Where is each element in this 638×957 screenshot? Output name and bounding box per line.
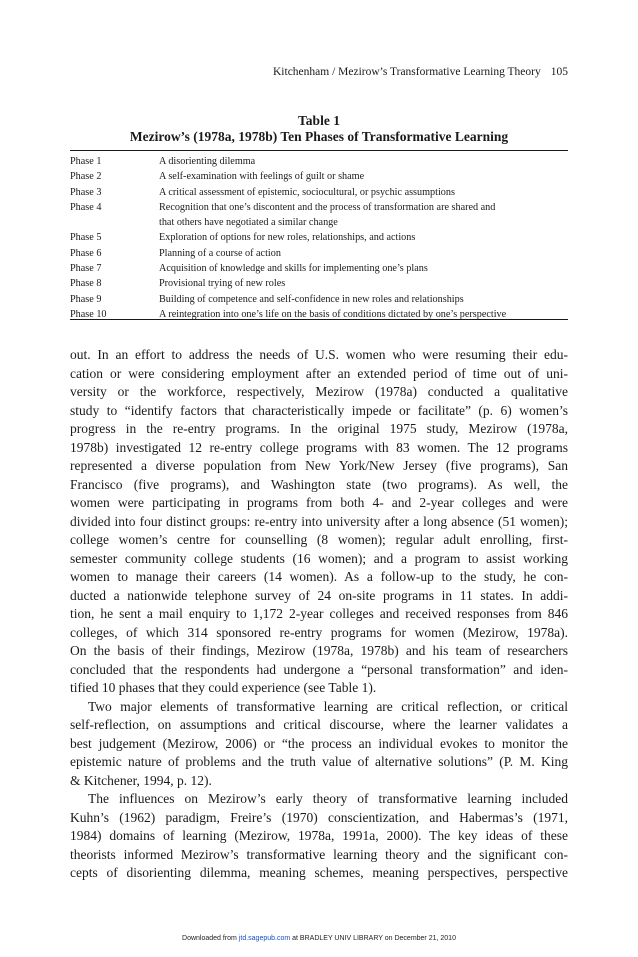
paragraph-line: study to “identify factors that characteristically impede or facilitate” (p. 6) women’s bbox=[70, 402, 568, 418]
phase-row bbox=[70, 154, 568, 169]
phase-description-line: A self-examination with feelings of guilt or shame bbox=[159, 171, 365, 183]
paragraph-line: & Kitchener, 1994, p. 12). bbox=[70, 772, 212, 788]
paragraph-line: out. In an effort to address the needs of U.S. women who were resuming their edu- bbox=[70, 347, 568, 362]
paragraph-line: Francisco (five programs), and Washington state (two programs). As well, the bbox=[70, 476, 568, 492]
phase-description-line: Provisional trying of new roles bbox=[159, 278, 286, 290]
footer-prefix: Downloaded from bbox=[182, 935, 239, 942]
phase-description bbox=[159, 154, 568, 169]
phase-label: Phase 4 bbox=[70, 201, 102, 213]
paragraph-line: concluded that the respondents had undergone a “personal transformation” and iden- bbox=[70, 661, 568, 677]
phase-description-line: A critical assessment of epistemic, sociocultural, or psychic assumptions bbox=[159, 186, 455, 198]
phase-row bbox=[70, 261, 568, 276]
table-title: Mezirow’s (1978a, 1978b) Ten Phases of Transformative Learning bbox=[129, 129, 509, 144]
paragraph-line: Kuhn’s (1962) paradigm, Freire’s (1970) conscientization, and Habermas’s (1971, bbox=[70, 809, 568, 825]
paragraph-line: ducted a nationwide telephone survey of 24 on-site programs in 11 states. In addi- bbox=[70, 587, 568, 603]
paragraph-line: tion, he sent a mail enquiry to 1,172 2-year colleges and received responses from 846 bbox=[70, 606, 568, 621]
paragraph-line: best judgement (Mezirow, 2006) or “the process an individual evokes to monitor the bbox=[70, 735, 568, 751]
phase-label: Phase 2 bbox=[70, 171, 102, 183]
running-head-title: Kitchenham / Mezirow’s Transformative Learning Theory bbox=[273, 66, 541, 78]
phase-description-line: A disorienting dilemma bbox=[159, 156, 256, 167]
paragraph-line: progress in the re-entry programs. In the original 1975 study, Mezirow (1978a, bbox=[70, 421, 568, 436]
phase-label: Phase 6 bbox=[70, 247, 102, 259]
phase-description bbox=[159, 200, 568, 231]
paragraph-line: 1984) domains of learning (Mezirow, 1978a, 1991a, 2000). The key ideas of these bbox=[70, 828, 568, 843]
paragraph-line: On the basis of their findings, Mezirow (1978a, 1978b) and his team of researchers bbox=[70, 643, 568, 658]
phase-row bbox=[70, 307, 568, 322]
footer-link[interactable]: jtd.sagepub.com bbox=[238, 935, 291, 942]
phase-row bbox=[70, 276, 568, 291]
phase-description-line: Planning of a course of action bbox=[159, 247, 281, 259]
paragraph-line: cepts of disorienting dilemma, meaning schemes, meaning perspectives, perspective bbox=[70, 865, 568, 880]
table-caption bbox=[0, 113, 638, 145]
phase-description bbox=[159, 276, 568, 291]
phase-row bbox=[70, 230, 568, 245]
table-label: Table 1 bbox=[298, 113, 340, 128]
phase-description bbox=[159, 230, 568, 245]
paragraph-line: cation or were considering employment after an extended period of time out of uni- bbox=[70, 365, 568, 381]
phase-description-line: Recognition that one’s discontent and the process of transformation are shared and bbox=[159, 201, 496, 213]
body-text bbox=[70, 346, 568, 883]
table-top-rule bbox=[70, 150, 568, 151]
phase-row bbox=[70, 292, 568, 307]
phase-description-line: Exploration of options for new roles, relationships, and actions bbox=[159, 232, 416, 244]
running-head bbox=[273, 66, 568, 78]
paragraph-line: Two major elements of transformative learning are critical reflection, or critical bbox=[88, 698, 568, 714]
phase-label: Phase 7 bbox=[70, 263, 102, 275]
paragraph-line: theorists informed Mezirow’s transformative learning theory and the significant con- bbox=[70, 846, 568, 862]
paragraph-line: women were participating in programs from both 4- and 2-year colleges and were bbox=[70, 495, 568, 510]
phase-label: Phase 10 bbox=[70, 308, 107, 320]
paragraph-line: 1978b) investigated 12 re-entry college programs with 83 women. The 12 programs bbox=[70, 439, 568, 455]
table-bottom-rule bbox=[70, 319, 568, 320]
phase-description bbox=[159, 185, 568, 200]
phase-description-line: Building of competence and self-confidence in new roles and relationships bbox=[159, 293, 464, 305]
phase-row bbox=[70, 169, 568, 184]
paragraph-line: represented a diverse population from New York/New Jersey (five programs), San bbox=[70, 458, 568, 473]
phase-description bbox=[159, 292, 568, 307]
phase-row bbox=[70, 185, 568, 200]
footer-suffix: at BRADLEY UNIV LIBRARY on December 21, 2010 bbox=[290, 935, 456, 942]
phase-label: Phase 1 bbox=[70, 156, 102, 167]
phase-description bbox=[159, 307, 568, 322]
phase-description-line: that others have negotiated a similar change bbox=[159, 217, 338, 229]
paragraph-line: divided into four distinct groups: re-entry into university after a long absence (51 women); bbox=[70, 513, 568, 529]
phase-description bbox=[159, 246, 568, 261]
phase-description-line: A reintegration into one’s life on the basis of conditions dictated by one’s perspective bbox=[159, 308, 507, 320]
phase-label: Phase 3 bbox=[70, 186, 102, 198]
paragraph-line: epistemic nature of problems and the truth value of alternative solutions” (P. M. King bbox=[70, 754, 568, 769]
phase-label: Phase 9 bbox=[70, 293, 102, 305]
phase-label: Phase 8 bbox=[70, 278, 102, 290]
paragraph-line: versity or the workforce, respectively, Mezirow (1978a) conducted a qualitative bbox=[70, 384, 568, 399]
phases-table bbox=[70, 154, 568, 322]
phase-description bbox=[159, 169, 568, 184]
phase-row bbox=[70, 200, 568, 231]
page-number: 105 bbox=[550, 66, 568, 78]
paragraph bbox=[70, 790, 568, 883]
paragraph-line: women to manage their careers (14 women). As a follow-up to the study, he con- bbox=[70, 569, 568, 584]
phase-row bbox=[70, 246, 568, 261]
paragraph-line: colleges, of which 314 sponsored re-entry programs for women (Mezirow, 1978a). bbox=[70, 624, 568, 640]
paragraph-line: college women’s centre for counselling (8 women); regular adult enrolling, first- bbox=[70, 532, 568, 547]
phase-description bbox=[159, 261, 568, 276]
paragraph bbox=[70, 346, 568, 698]
download-footer bbox=[0, 935, 638, 942]
paragraph-line: The influences on Mezirow’s early theory of transformative learning included bbox=[88, 791, 568, 806]
phase-description-line: Acquisition of knowledge and skills for implementing one’s plans bbox=[159, 263, 428, 275]
paragraph-line: self-reflection, on assumptions and critical discourse, where the learner validates a bbox=[70, 717, 568, 732]
phase-label: Phase 5 bbox=[70, 232, 102, 244]
paragraph bbox=[70, 698, 568, 791]
paragraph-line: tified 10 phases that they could experience (see Table 1). bbox=[70, 680, 377, 695]
paragraph-line: semester community college students (16 women); and a program to assist working bbox=[70, 550, 568, 566]
